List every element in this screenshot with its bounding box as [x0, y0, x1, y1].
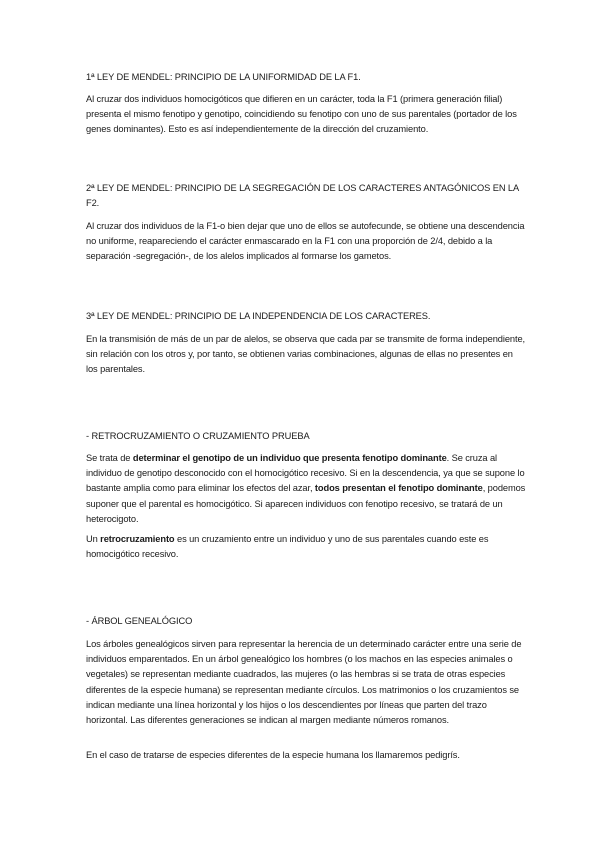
section-family-tree-body — [86, 637, 526, 728]
heading-second-law: 2ª LEY DE MENDEL: PRINCIPIO DE LA SEGREGACIÓN DE LOS CARACTERES ANTAGÓNICOS EN LA F2. — [86, 183, 519, 209]
heading-family-tree: - ÁRBOL GENEALÓGICO — [86, 616, 193, 626]
section-family-tree-body-2 — [86, 748, 526, 763]
paragraph-backcross-1 — [86, 451, 526, 527]
section-first-law-body — [86, 92, 526, 138]
paragraph-backcross-2 — [86, 532, 526, 562]
text-run: Un — [86, 534, 101, 544]
text-run: es un cruzamiento entre un individuo y uno de sus parentales cuando este es homocigótico recesivo. — [86, 534, 489, 560]
heading-backcross: - RETROCRUZAMIENTO O CRUZAMIENTO PRUEBA — [86, 431, 310, 441]
paragraph-family-tree-2: En el caso de tratarse de especies diferentes de la especie humana los llamaremos pedigrís. — [86, 750, 460, 760]
section-family-tree — [86, 614, 526, 629]
section-second-law-body — [86, 219, 526, 265]
bold-run: retrocruzamiento — [100, 534, 175, 544]
section-backcross-body-2 — [86, 532, 526, 562]
text-run: , podemos suponer que el parental es homocigótico. Si aparecen individuos con fenotipo recesivo, se tratará de un heterocigoto. — [86, 483, 526, 524]
bold-run: todos presentan el fenotipo dominante — [314, 483, 483, 494]
heading-first-law: 1ª LEY DE MENDEL: PRINCIPIO DE LA UNIFORMIDAD DE LA F1. — [86, 72, 361, 82]
paragraph-second-law: Al cruzar dos individuos de la F1-o bien dejar que uno de ellos se autofecunde, se obtiene una descendencia no uniforme, reapareciendo el carácter enmascarado en la F1 con una proporción de 2/4, debido a la separación -segregación-, de los alelos implicados al formarse los gametos. — [86, 221, 525, 262]
paragraph-third-law: En la transmisión de más de un par de alelos, se observa que cada par se transmite de forma independiente, sin relación con los otros y, por tanto, se obtienen varias combinaciones, algunas de ellas no presentes en los parentales. — [86, 334, 526, 375]
section-backcross-body — [86, 451, 526, 527]
section-third-law-body — [86, 332, 526, 378]
section-second-law — [86, 181, 526, 211]
heading-third-law: 3ª LEY DE MENDEL: PRINCIPIO DE LA INDEPENDENCIA DE LOS CARACTERES. — [86, 311, 431, 321]
section-first-law — [86, 70, 526, 85]
paragraph-family-tree-1: Los árboles genealógicos sirven para representar la herencia de un determinado carácter entre una serie de individuos emparentados. En un árbol genealógico los hombres (o los machos en las especies animales o vegetales) se representan mediante cuadrados, las mujeres (o las hembras si se trata de otras especies diferentes de la especie humana) se representan mediante círculos. Los matrimonios o los cruzamientos se indican mediante una línea horizontal y los hijos o los descendientes por líneas que parten del trazo horizontal. Las diferentes generaciones se indican al margen mediante números romanos. — [86, 639, 522, 726]
bold-run: determinar el genotipo de un individuo que presenta fenotipo dominante — [132, 453, 447, 463]
section-backcross — [86, 429, 526, 444]
section-third-law — [86, 309, 526, 324]
paragraph-first-law: Al cruzar dos individuos homocigóticos que difieren en un carácter, toda la F1 (primera generación filial) presenta el mismo fenotipo y genotipo, coincidiendo su fenotipo con uno de sus parentales (portador de los genes dominantes). Esto es así independientemente de la dirección del cruzamiento. — [86, 94, 517, 135]
text-run: . Se cruza al individuo de genotipo desconocido con el homocigótico recesivo. Si en la descendencia, ya que se supone lo bastante amplia como para eliminar los efectos del azar, — [86, 453, 525, 494]
text-run: Se trata de — [86, 453, 133, 463]
